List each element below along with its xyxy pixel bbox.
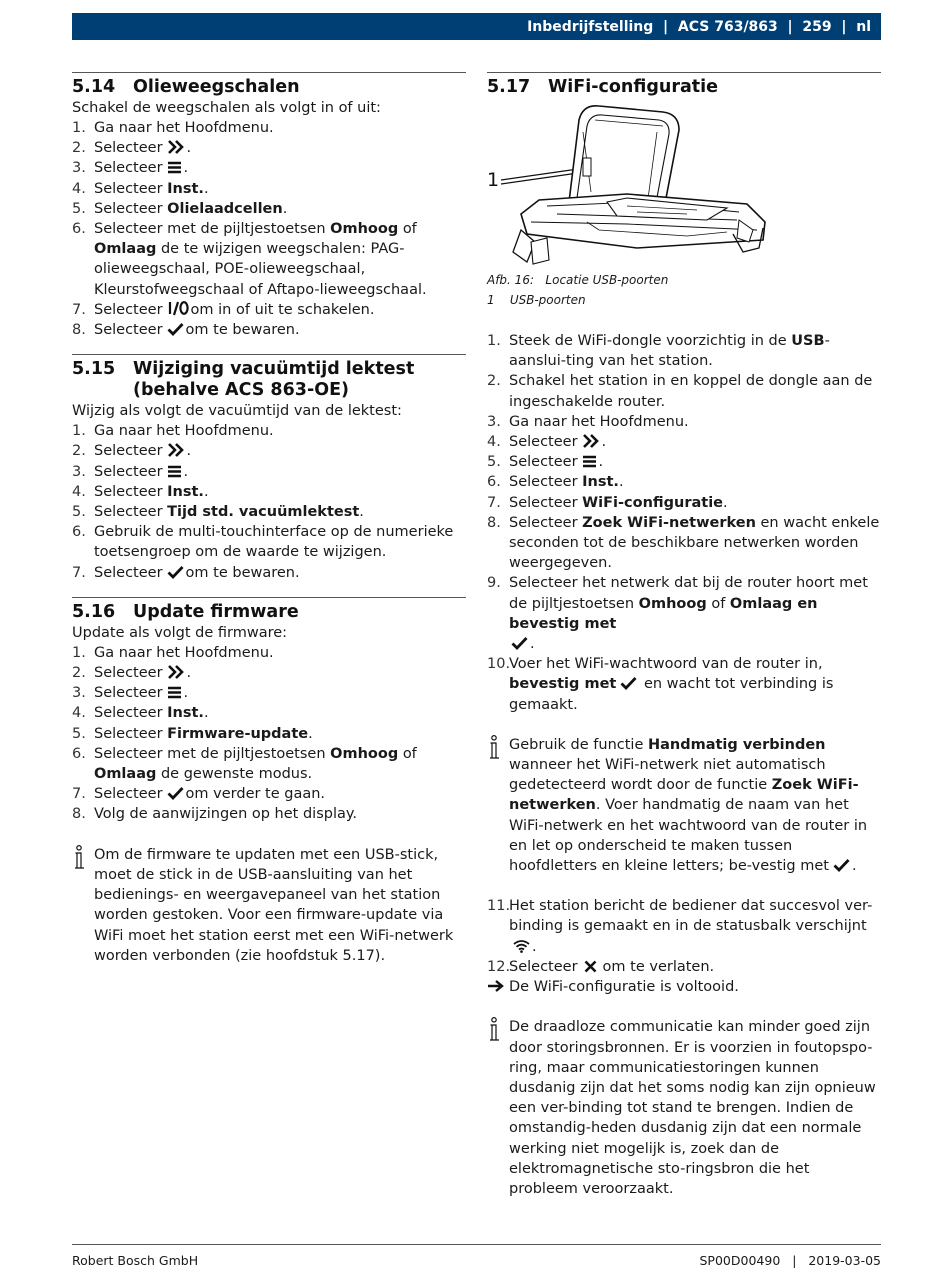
step-number: 6.: [72, 745, 86, 762]
step-keyword: WiFi-configuratie: [582, 494, 724, 511]
list-item: [72, 462, 466, 482]
step-number: 9.: [487, 575, 501, 592]
step-number: 4.: [487, 434, 501, 451]
step-text: Selecteer: [509, 514, 578, 531]
step-text: Selecteer: [94, 322, 163, 339]
spacer: [72, 340, 466, 354]
step-text: Schakel het station in en koppel de dongle aan de ingeschakelde router.: [509, 373, 873, 410]
footer-date: 2019-03-05: [808, 1253, 881, 1268]
step-number: 1.: [72, 644, 86, 661]
step-text: de te wijzigen weegschalen: PAG-olieweegschaal, POE-olieweegschaal, Kleurstofweegschaal of Aftapo-lieweegschaal.: [94, 241, 427, 298]
step-text: om in of uit te schakelen.: [190, 301, 375, 318]
step-number: 2.: [72, 140, 86, 157]
section-number: 5.14: [72, 77, 116, 97]
step-text: Selecteer: [94, 140, 163, 157]
step-number: 7.: [72, 786, 86, 803]
step-number: 2.: [72, 665, 86, 682]
step-text-end: .: [598, 454, 604, 471]
step-keyword: bevestig met: [509, 676, 617, 693]
step-list: [487, 331, 881, 715]
info-note: [487, 1017, 881, 1199]
list-item: [487, 513, 881, 574]
step-text-end: .: [203, 705, 209, 722]
step-text: Volg de aanwijzingen op het display.: [94, 806, 357, 823]
double-chevron-right-icon: [167, 140, 185, 154]
step-text-end: .: [308, 725, 313, 742]
header-language: nl: [856, 18, 871, 35]
step-text: Selecteer: [94, 725, 163, 742]
step-text: Selecteer: [94, 180, 163, 197]
list-item: [72, 522, 466, 562]
step-text-end: .: [203, 483, 209, 500]
step-number: 2.: [72, 443, 86, 460]
step-text: Selecteer: [94, 443, 163, 460]
list-item: [72, 320, 466, 340]
step-number: 7.: [72, 564, 86, 581]
list-item: [487, 472, 881, 492]
step-text: Steek de WiFi-dongle voorzichtig in de: [509, 333, 787, 349]
step-text: of: [711, 595, 726, 612]
step-text: Selecteer: [509, 958, 578, 975]
list-item: [72, 703, 466, 723]
footer-doc-number: SP00D00490: [699, 1253, 781, 1268]
list-item: [72, 300, 466, 320]
step-text: Selecteer het netwerk dat bij de router hoort met de pijltjestoetsen: [509, 575, 868, 612]
list-item: [487, 654, 881, 715]
note-text: De draadloze communicatie kan minder goed zijn door storingsbronnen. Er is voorzien in foutopspo-ring, maar communicatiestoringen kunnen dusdanig zijn dat het soms nodig kan zijn opnieuw een ver-binding tot stand te brengen. Indien de omstandig-heden dusdanig zijn dat een normale werking niet mogelijk is, zoek dan de elektromagnetische sto-ringsbron die het probleem veroorzaakt.: [509, 1019, 876, 1197]
spacer: [72, 825, 466, 845]
info-note: [72, 845, 466, 966]
list-item: [72, 482, 466, 502]
list-item: [72, 219, 466, 300]
step-text-end: .: [359, 504, 364, 521]
section-5-14: [72, 72, 466, 340]
menu-lines-icon: [167, 686, 182, 699]
step-number: 3.: [72, 463, 86, 480]
left-column: [72, 72, 466, 966]
step-text: Selecteer: [94, 160, 163, 177]
list-item: [487, 452, 881, 472]
note-text: Om de firmware te updaten met een USB-stick, moet de stick in de USB-aansluiting van het bedienings- en weergavepaneel van het station worden gestoken. Voor een firmware-update via WiFi moet het station eerst met een WiFi-netwerk worden verbonden (zie hoofdstuk 5.17).: [94, 846, 454, 964]
footer-company: Robert Bosch GmbH: [72, 1253, 199, 1268]
step-text: de gewenste modus.: [160, 766, 313, 783]
menu-lines-icon: [582, 455, 597, 468]
step-text: -aanslui-ting van het station.: [509, 333, 830, 370]
figure-callout: 1: [487, 169, 500, 191]
step-keyword: Omlaag: [94, 766, 157, 783]
header-page-number: 259: [802, 18, 832, 35]
step-text: om te bewaren.: [185, 322, 300, 339]
step-text: Selecteer met de pijltjestoetsen: [94, 745, 326, 762]
step-text: of: [402, 745, 417, 762]
step-text-end: .: [530, 636, 535, 653]
step-keyword: Omlaag: [94, 241, 157, 258]
section-number: 5.16: [72, 601, 116, 622]
section-title: WiFi-configuratie: [548, 77, 719, 97]
menu-lines-icon: [167, 465, 182, 478]
step-number: 1.: [72, 423, 86, 440]
checkmark-icon: [167, 322, 184, 336]
section-number: 5.15: [72, 359, 116, 380]
note-text: wanneer het WiFi-netwerk niet automatisch gedetecteerd wordt door de functie: [509, 757, 826, 794]
step-keyword: Tijd std. vacuümlektest: [167, 504, 360, 521]
checkmark-icon: [620, 676, 637, 690]
checkmark-icon: [167, 565, 184, 579]
step-keyword: Omhoog: [330, 745, 399, 762]
list-item: [72, 199, 466, 219]
step-number: 1.: [487, 333, 501, 349]
step-keyword: USB: [791, 333, 825, 349]
list-item: [487, 896, 881, 957]
step-keyword: Zoek WiFi-netwerken: [582, 514, 756, 531]
note-text-end: .: [851, 858, 857, 875]
step-text: Selecteer: [94, 200, 163, 217]
note-keyword: Handmatig verbinden: [647, 736, 826, 753]
step-text-end: .: [183, 463, 189, 480]
step-text: en wacht tot verbinding is gemaakt.: [509, 676, 834, 713]
step-keyword: Omhoog: [330, 221, 399, 238]
step-text: Selecteer met de pijltjestoetsen: [94, 221, 326, 238]
checkmark-icon: [167, 786, 184, 800]
step-number: 4.: [72, 705, 86, 722]
list-item: [72, 118, 466, 138]
step-text: Selecteer: [94, 786, 163, 803]
step-number: 5.: [487, 454, 501, 471]
x-close-icon: [584, 960, 597, 973]
step-text-end: .: [532, 938, 537, 955]
step-text: Selecteer: [94, 504, 163, 521]
list-item: [487, 573, 881, 654]
right-column: [487, 72, 881, 1199]
step-text: Ga naar het Hoofdmenu.: [509, 413, 689, 430]
list-item: [72, 683, 466, 703]
spacer: [487, 997, 881, 1017]
list-item: [72, 663, 466, 683]
step-text: en wacht enkele seconden tot de beschikbare netwerken worden weergegeven.: [509, 514, 880, 572]
step-number: 11.: [487, 898, 511, 915]
step-text-end: .: [186, 140, 192, 157]
list-item: [487, 371, 881, 411]
station-illustration: [487, 102, 787, 270]
step-text-end: .: [183, 160, 189, 177]
section-5-15: [72, 354, 466, 583]
step-text: Het station bericht de bediener dat succesvol ver-binding is gemaakt en in de statusbalk verschijnt: [509, 898, 873, 935]
step-text-end: .: [618, 474, 624, 491]
list-item: [487, 957, 881, 977]
list-item: [72, 724, 466, 744]
section-title-cont: (behalve ACS 863-OE): [133, 380, 350, 401]
step-text: Selecteer: [94, 685, 163, 702]
list-item: [72, 138, 466, 158]
list-item: [72, 421, 466, 441]
section-intro: Wijzig als volgt de vacuümtijd van de lektest:: [72, 403, 402, 420]
result-text: De WiFi-configuratie is voltooid.: [509, 979, 739, 996]
list-item: [72, 502, 466, 522]
checkmark-icon: [511, 636, 528, 650]
step-keyword: Inst.: [582, 474, 619, 491]
footer-meta: SP00D00490 | 2019-03-05: [699, 1253, 881, 1268]
section-title: Update firmware: [133, 601, 299, 622]
section-heading: [72, 359, 466, 401]
section-title: Wijziging vacuümtijd lektest: [133, 359, 415, 380]
step-text: Voer het WiFi-wachtwoord van de router in,: [509, 656, 823, 673]
note-text: . Voer handmatig de naam van het WiFi-netwerk en het wachtwoord van de router in en let op onderscheid te maken tussen hoofdletters en kleine letters; be-vestig met: [509, 797, 868, 875]
info-icon: [72, 845, 88, 871]
list-item: [72, 563, 466, 583]
step-text: Selecteer: [509, 474, 578, 491]
step-number: 6.: [72, 524, 86, 541]
step-text-end: .: [601, 434, 607, 451]
section-heading: [487, 77, 881, 98]
running-header: Inbedrijfstelling | ACS 763/863 | 259 | nl: [72, 13, 881, 40]
step-text: Selecteer: [509, 434, 578, 451]
list-item: [72, 784, 466, 804]
step-number: 5.: [72, 200, 86, 217]
header-section: Inbedrijfstelling: [527, 18, 654, 35]
step-keyword: Firmware-update: [167, 725, 309, 742]
step-number: 6.: [487, 474, 501, 491]
header-product: ACS 763/863: [677, 18, 778, 35]
double-chevron-right-icon: [167, 443, 185, 457]
step-text: Selecteer: [94, 665, 163, 682]
step-list-continued: [487, 896, 881, 997]
list-item: [72, 744, 466, 784]
section-5-16: [72, 597, 466, 966]
step-number: 7.: [72, 301, 86, 318]
step-number: 10.: [487, 656, 511, 673]
step-keyword: Omhoog: [638, 595, 707, 612]
list-item: [487, 432, 881, 452]
step-text: Ga naar het Hoofdmenu.: [94, 644, 274, 661]
step-number: 5.: [72, 504, 86, 521]
step-keyword: Inst.: [167, 180, 204, 197]
step-text: Gebruik de multi-touchinterface op de numerieke toetsengroep om de waarde te wijzigen.: [94, 524, 454, 561]
step-text: Selecteer: [94, 483, 163, 500]
list-item: [487, 493, 881, 513]
step-text: Selecteer: [94, 564, 163, 581]
step-list: [72, 643, 466, 825]
checkmark-icon: [833, 858, 850, 872]
section-title: Olieweegschalen: [133, 77, 300, 97]
note-keyword: Zoek WiFi-netwerken: [509, 777, 859, 814]
info-icon: [487, 735, 503, 761]
figure-caption: Afb. 16: Locatie USB-poorten: [487, 273, 669, 287]
list-item: [487, 331, 881, 371]
menu-lines-icon: [167, 161, 182, 174]
step-number: 12.: [487, 958, 511, 975]
step-text: Selecteer: [94, 301, 163, 318]
step-text: om verder te gaan.: [185, 786, 326, 803]
spacer: [72, 583, 466, 597]
step-text: Selecteer: [94, 705, 163, 722]
info-note: [487, 735, 881, 876]
step-number: 8.: [72, 322, 86, 339]
step-number: 3.: [487, 413, 501, 430]
step-number: 5.: [72, 725, 86, 742]
step-text: of: [402, 221, 417, 238]
step-number: 2.: [487, 373, 501, 390]
step-number: 8.: [72, 806, 86, 823]
step-text-end: .: [723, 494, 728, 511]
step-keyword: Inst.: [167, 705, 204, 722]
arrow-right-icon: [487, 979, 505, 993]
figure-legend: 1 USB-poorten: [487, 293, 586, 307]
figure-usb-ports: [487, 102, 881, 270]
step-keyword: Olielaadcellen: [167, 200, 283, 217]
step-number: 3.: [72, 160, 86, 177]
step-number: 3.: [72, 685, 86, 702]
section-heading: [72, 602, 466, 623]
step-text: Selecteer: [94, 463, 163, 480]
step-text: om te verlaten.: [602, 958, 715, 975]
list-item: [72, 179, 466, 199]
step-text-end: .: [282, 200, 288, 217]
step-number: 4.: [72, 483, 86, 500]
step-text-end: .: [186, 665, 192, 682]
step-text: Ga naar het Hoofdmenu.: [94, 120, 274, 136]
section-intro: Update als volgt de firmware:: [72, 624, 288, 641]
step-text-end: .: [203, 180, 209, 197]
step-keyword: Inst.: [167, 483, 204, 500]
step-number: 1.: [72, 120, 86, 136]
list-item: [72, 804, 466, 824]
footer-divider: [72, 1244, 881, 1245]
double-chevron-right-icon: [167, 665, 185, 679]
spacer: [487, 715, 881, 735]
list-item: [72, 643, 466, 663]
step-number: 7.: [487, 494, 501, 511]
step-text: om te bewaren.: [185, 564, 300, 581]
list-item: [72, 158, 466, 178]
step-number: 4.: [72, 180, 86, 197]
wifi-icon: [513, 939, 530, 953]
spacer: [487, 310, 881, 331]
section-number: 5.17: [487, 77, 531, 97]
on-off-icon: [167, 301, 189, 316]
result-item: [487, 977, 881, 997]
step-number: 8.: [487, 514, 501, 531]
step-number: 6.: [72, 221, 86, 238]
step-text-end: .: [186, 443, 192, 460]
step-text: Selecteer: [509, 494, 578, 511]
step-list: [72, 118, 466, 340]
list-item: [72, 441, 466, 461]
double-chevron-right-icon: [582, 434, 600, 448]
spacer: [487, 876, 881, 896]
section-5-17: [487, 72, 881, 1199]
section-heading: [72, 77, 466, 98]
step-text: Ga naar het Hoofdmenu.: [94, 423, 274, 440]
note-text: Gebruik de functie: [509, 736, 644, 753]
step-keyword: Omlaag en bevestig met: [509, 595, 818, 632]
info-icon: [487, 1017, 503, 1043]
list-item: [487, 412, 881, 432]
step-text-end: .: [183, 685, 189, 702]
section-intro: Schakel de weegschalen als volgt in of uit:: [72, 100, 381, 116]
step-text: Selecteer: [509, 454, 578, 471]
step-list: [72, 421, 466, 583]
